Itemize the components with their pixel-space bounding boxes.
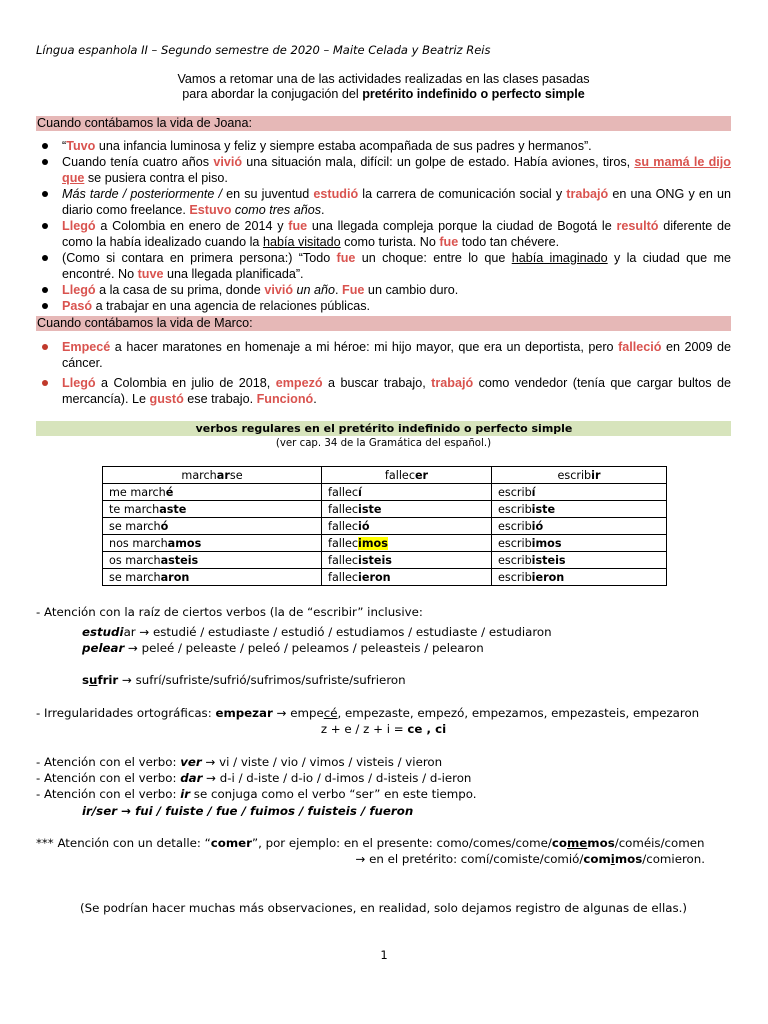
bullet-text-segment: Empecé <box>62 340 111 354</box>
text-segment: imos <box>531 536 562 550</box>
table-cell <box>492 501 667 518</box>
text-segment: → peleé / peleaste / peleó / peleamos / peleasteis / pelearon <box>124 641 484 655</box>
text-segment: escrib <box>557 468 592 482</box>
table-cell <box>103 501 322 518</box>
bullet-dot-icon <box>42 287 48 293</box>
table-cell <box>103 535 322 552</box>
note-dar <box>36 770 471 786</box>
text-segment: imos <box>358 536 388 550</box>
bullet-dot-icon <box>42 380 48 386</box>
list-item <box>62 282 731 298</box>
bullet-text-segment: fue <box>439 235 459 249</box>
bullet-text-segment: a trabajar en una agencia de relaciones públicas. <box>92 299 371 313</box>
bullet-text-segment: en su juventud <box>221 187 314 201</box>
note-ir <box>36 786 477 802</box>
bullet-text-segment: Llegó <box>62 283 96 297</box>
bullet-text-segment: Fue <box>342 283 365 297</box>
bullet-text-segment: (Como si contara en primera persona:) “Todo <box>62 251 337 265</box>
bullet-text-segment: la carrera de comunicación social y <box>358 187 567 201</box>
text-segment: fallec <box>328 519 359 533</box>
table-row <box>103 518 667 535</box>
bullet-text-segment: a Colombia en julio de 2018, <box>95 376 276 390</box>
bullet-text-segment: un año <box>293 283 336 297</box>
bullet-text-segment: empezó <box>275 376 323 390</box>
bullet-text-segment: falleció <box>618 340 662 354</box>
bullet-dot-icon <box>42 143 48 149</box>
text-segment: pelear <box>82 641 125 655</box>
note-ver <box>36 754 442 770</box>
text-segment: → empe <box>272 706 324 720</box>
text-segment: → vi / viste / vio / vimos / visteis / vieron <box>201 755 443 769</box>
bullet-text-segment: a hacer maratones en homenaje a mi héroe: mi hijo mayor, que era un deportista, pero <box>110 340 619 354</box>
bullet-text-segment: a la casa de su prima, donde <box>95 283 265 297</box>
text-segment: ieron <box>358 570 391 584</box>
text-segment: se <box>229 468 243 482</box>
bullet-text-segment: una infancia luminosa y feliz y siempre estaba acompañada de sus padres y hermanos”. <box>95 139 592 153</box>
table-row <box>103 501 667 518</box>
text-segment: → d-i / d-iste / d-io / d-imos / d-isteis / d-ieron <box>202 771 472 785</box>
text-segment: í <box>531 485 536 499</box>
text-segment: asteis <box>160 553 199 567</box>
text-segment: er <box>414 468 429 482</box>
text-segment: fallec <box>384 468 415 482</box>
bullet-text-segment: como tres años <box>231 203 322 217</box>
table-row <box>103 484 667 501</box>
text-segment: → sufrí/sufriste/sufrió/sufrimos/sufriste/sufrieron <box>118 673 406 687</box>
table-header-row <box>103 467 667 484</box>
intro-line-2-bold: pretérito indefinido o perfecto simple <box>362 87 585 101</box>
text-segment: comer <box>210 836 252 850</box>
bullet-text-segment: ese trabajo. <box>183 392 257 406</box>
text-segment: ce , ci <box>407 722 447 736</box>
text-segment: ir/ser → fui / fuiste / fue / fuimos / fuisteis / fueron <box>82 804 414 818</box>
bullet-dot-icon <box>42 303 48 309</box>
section-band-joana: Cuando contábamos la vida de Joana: <box>36 116 731 131</box>
text-segment: ieron <box>531 570 565 584</box>
bullet-text-segment: . <box>321 203 325 217</box>
table-header-cell <box>492 467 667 484</box>
bullet-text-segment: Cuando tenía cuatro años <box>62 155 214 169</box>
intro-line-2 <box>36 87 731 102</box>
note-zce <box>36 721 731 737</box>
text-segment: escrib <box>498 570 532 584</box>
table-cell <box>492 518 667 535</box>
bullet-text-segment: se pusiera contra el piso. <box>84 171 228 185</box>
list-item <box>62 154 731 186</box>
text-segment: mos <box>587 836 615 850</box>
text-segment: ó <box>160 519 169 533</box>
bullet-text-segment: como vendedor (tenía que cargar bultos de mercancía). Le <box>62 376 731 406</box>
marco-bullet-list <box>62 339 731 407</box>
bullet-text-segment: a buscar trabajo, <box>322 376 432 390</box>
text-segment: escrib <box>498 519 532 533</box>
table-cell <box>322 535 492 552</box>
text-segment: ió <box>358 519 370 533</box>
table-cell <box>103 484 322 501</box>
table-header-cell <box>103 467 322 484</box>
text-segment: frir <box>97 673 119 687</box>
text-segment: cé <box>323 706 338 720</box>
text-segment: é <box>165 485 174 499</box>
bullet-dot-icon <box>42 159 48 165</box>
bullet-text-segment: había imaginado <box>511 251 608 265</box>
text-segment: aron <box>160 570 190 584</box>
text-segment: s <box>82 673 90 687</box>
text-segment: escrib <box>498 485 532 499</box>
text-segment: com <box>583 852 611 866</box>
bullet-text-segment: diferente de como la había idealizado cuando la <box>62 219 731 249</box>
table-cell <box>103 552 322 569</box>
table-cell <box>322 501 492 518</box>
table-cell <box>322 484 492 501</box>
bullet-text-segment: Estuvo <box>189 203 232 217</box>
intro-line-2-text: para abordar la conjugación del <box>182 87 363 101</box>
text-segment: ar <box>216 468 230 482</box>
bullet-text-segment: Pasó <box>62 299 93 313</box>
bullet-text-segment: en una ONG y en un diario como freelance. <box>62 187 732 217</box>
text-segment: se march <box>109 519 161 533</box>
bullet-text-segment: “ <box>62 139 67 153</box>
bullet-text-segment: todo tan chévere. <box>458 235 560 249</box>
bullet-text-segment: . <box>313 392 317 406</box>
table-cell <box>322 552 492 569</box>
text-segment: isteis <box>358 553 392 567</box>
text-segment: ió <box>531 519 544 533</box>
table-cell <box>322 518 492 535</box>
note-comer <box>36 835 704 851</box>
text-segment: - Atención con el verbo: <box>36 787 181 801</box>
bullet-text-segment: a Colombia en enero de 2014 y <box>95 219 289 233</box>
text-segment: iste <box>531 502 556 516</box>
table-cell <box>492 484 667 501</box>
table-row <box>103 552 667 569</box>
text-segment: fallec <box>328 502 359 516</box>
text-segment: se conjuga como el verbo “ser” en este tiempo. <box>190 787 477 801</box>
text-segment: march <box>181 468 217 482</box>
bullet-text-segment: un choque: entre lo que <box>355 251 512 265</box>
bullet-text-segment: un cambio duro. <box>364 283 459 297</box>
bullet-text-segment: una llegada compleja porque la ciudad de Bogotá le <box>307 219 617 233</box>
bullet-dot-icon <box>42 255 48 261</box>
bullet-dot-icon <box>42 223 48 229</box>
table-cell <box>492 569 667 586</box>
list-item <box>62 298 731 314</box>
text-segment: amos <box>167 536 202 550</box>
text-segment: /coméis/comen <box>614 836 705 850</box>
text-segment: fallec <box>328 570 359 584</box>
text-segment: estudi <box>82 625 124 639</box>
text-segment: mos <box>614 852 643 866</box>
text-segment: ir <box>180 787 191 801</box>
bullet-text-segment: trabajó <box>431 376 474 390</box>
table-row <box>103 569 667 586</box>
text-segment: u <box>89 673 98 687</box>
table-cell <box>103 518 322 535</box>
text-segment: me <box>567 836 588 850</box>
text-segment: ver <box>180 755 202 769</box>
note-estudiar <box>82 624 552 640</box>
text-segment: *** Atención con un detalle: “ <box>36 836 211 850</box>
text-segment: escrib <box>498 553 532 567</box>
bullet-dot-icon <box>42 191 48 197</box>
list-item <box>62 186 731 218</box>
text-segment: isteis <box>531 553 566 567</box>
text-segment: , empezaste, empezó, empezamos, empezasteis, empezaron <box>337 706 700 720</box>
list-item <box>62 339 731 371</box>
text-segment: empezar <box>215 706 273 720</box>
text-segment: aste <box>159 502 187 516</box>
bullet-text-segment: una llegada planificada”. <box>163 267 304 281</box>
page-number: 1 <box>380 948 388 962</box>
text-segment: z + e / z + i = <box>320 722 408 736</box>
text-segment: escrib <box>498 536 532 550</box>
text-segment: - Irregularidades ortográficas: <box>36 706 216 720</box>
section-band-marco: Cuando contábamos la vida de Marco: <box>36 316 731 331</box>
grammar-reference: (ver cap. 34 de la Gramática del español.) <box>275 438 492 449</box>
bullet-text-segment: había visitado <box>262 235 341 249</box>
bullet-dot-icon <box>42 344 48 350</box>
text-segment: í <box>358 485 362 499</box>
section-band-regulares: verbos regulares en el pretérito indefinido o perfecto simple <box>36 421 731 436</box>
text-segment: ”, por ejemplo: en el presente: como/comes/come/ <box>251 836 552 850</box>
bullet-text-segment: estudió <box>313 187 359 201</box>
bullet-text-segment: Llegó <box>62 219 96 233</box>
bullet-text-segment: Más tarde / posteriormente / <box>62 187 222 201</box>
bullet-text-segment: vivió <box>213 155 243 169</box>
bullet-text-segment: Tuvo <box>66 139 96 153</box>
note-pelear <box>82 640 484 656</box>
bullet-text-segment: Funcionó <box>256 392 314 406</box>
text-segment: ar → estudié / estudiaste / estudió / estudiamos / estudiaste / estudiaron <box>123 625 552 639</box>
bullet-text-segment: gustó <box>149 392 184 406</box>
text-segment: fallec <box>328 485 359 499</box>
bullet-text-segment: fue <box>336 251 356 265</box>
text-segment: fallec <box>328 536 359 550</box>
text-segment: i <box>610 852 615 866</box>
bullet-text-segment: . <box>335 283 343 297</box>
note-irregularidades <box>36 705 699 721</box>
bullet-text-segment: y la ciudad que me encontré. No <box>62 251 731 281</box>
joana-bullet-list <box>62 138 731 314</box>
bullet-text-segment: su mamá le dijo que <box>62 155 731 185</box>
bullet-text-segment: Llegó <box>62 376 96 390</box>
bullet-text-segment: resultó <box>616 219 659 233</box>
bullet-text-segment: en 2009 de cáncer. <box>62 340 732 370</box>
text-segment: te march <box>109 502 160 516</box>
note-ir-ser <box>82 803 413 819</box>
table-cell <box>322 569 492 586</box>
intro-line-1: Vamos a retomar una de las actividades realizadas en las clases pasadas <box>177 72 590 86</box>
text-segment: co <box>551 836 567 850</box>
text-segment: - Atención con el verbo: <box>36 771 181 785</box>
table-cell <box>103 569 322 586</box>
list-item <box>62 138 731 154</box>
bullet-text-segment: como turista. No <box>340 235 440 249</box>
text-segment: ir <box>591 468 601 482</box>
bullet-text-segment: fue <box>288 219 308 233</box>
list-item <box>62 375 731 407</box>
text-segment: se march <box>109 570 161 584</box>
conjugation-table <box>102 466 667 586</box>
intro-text <box>36 72 731 102</box>
text-segment: nos march <box>109 536 168 550</box>
text-segment: me march <box>109 485 166 499</box>
bullet-text-segment: trabajó <box>566 187 609 201</box>
list-item <box>62 218 731 250</box>
document-header: Língua espanhola II – Segundo semestre de 2020 – Maite Celada y Beatriz Reis <box>36 43 491 57</box>
bullet-text-segment: tuve <box>137 267 164 281</box>
table-cell <box>492 535 667 552</box>
table-header-cell <box>322 467 492 484</box>
text-segment: escrib <box>498 502 532 516</box>
note-sufrir <box>82 672 406 688</box>
text-segment: /comieron. <box>642 852 705 866</box>
note-raiz: - Atención con la raíz de ciertos verbos (la de “escribir” inclusive: <box>36 605 423 619</box>
table-cell <box>492 552 667 569</box>
bullet-text-segment: una situación mala, difícil: un golpe de estado. Había aviones, tiros, <box>242 155 635 169</box>
text-segment: iste <box>358 502 382 516</box>
list-item <box>62 250 731 282</box>
text-segment: os march <box>109 553 161 567</box>
table-row <box>103 535 667 552</box>
note-comer-preterito <box>36 851 705 867</box>
closing-note: (Se podrían hacer muchas más observaciones, en realidad, solo dejamos registro de algunas de ellas.) <box>80 901 687 915</box>
bullet-text-segment: vivió <box>264 283 294 297</box>
text-segment: - Atención con el verbo: <box>36 755 181 769</box>
text-segment: dar <box>180 771 203 785</box>
text-segment: fallec <box>328 553 359 567</box>
text-segment: → en el pretérito: comí/comiste/comió/ <box>355 852 584 866</box>
